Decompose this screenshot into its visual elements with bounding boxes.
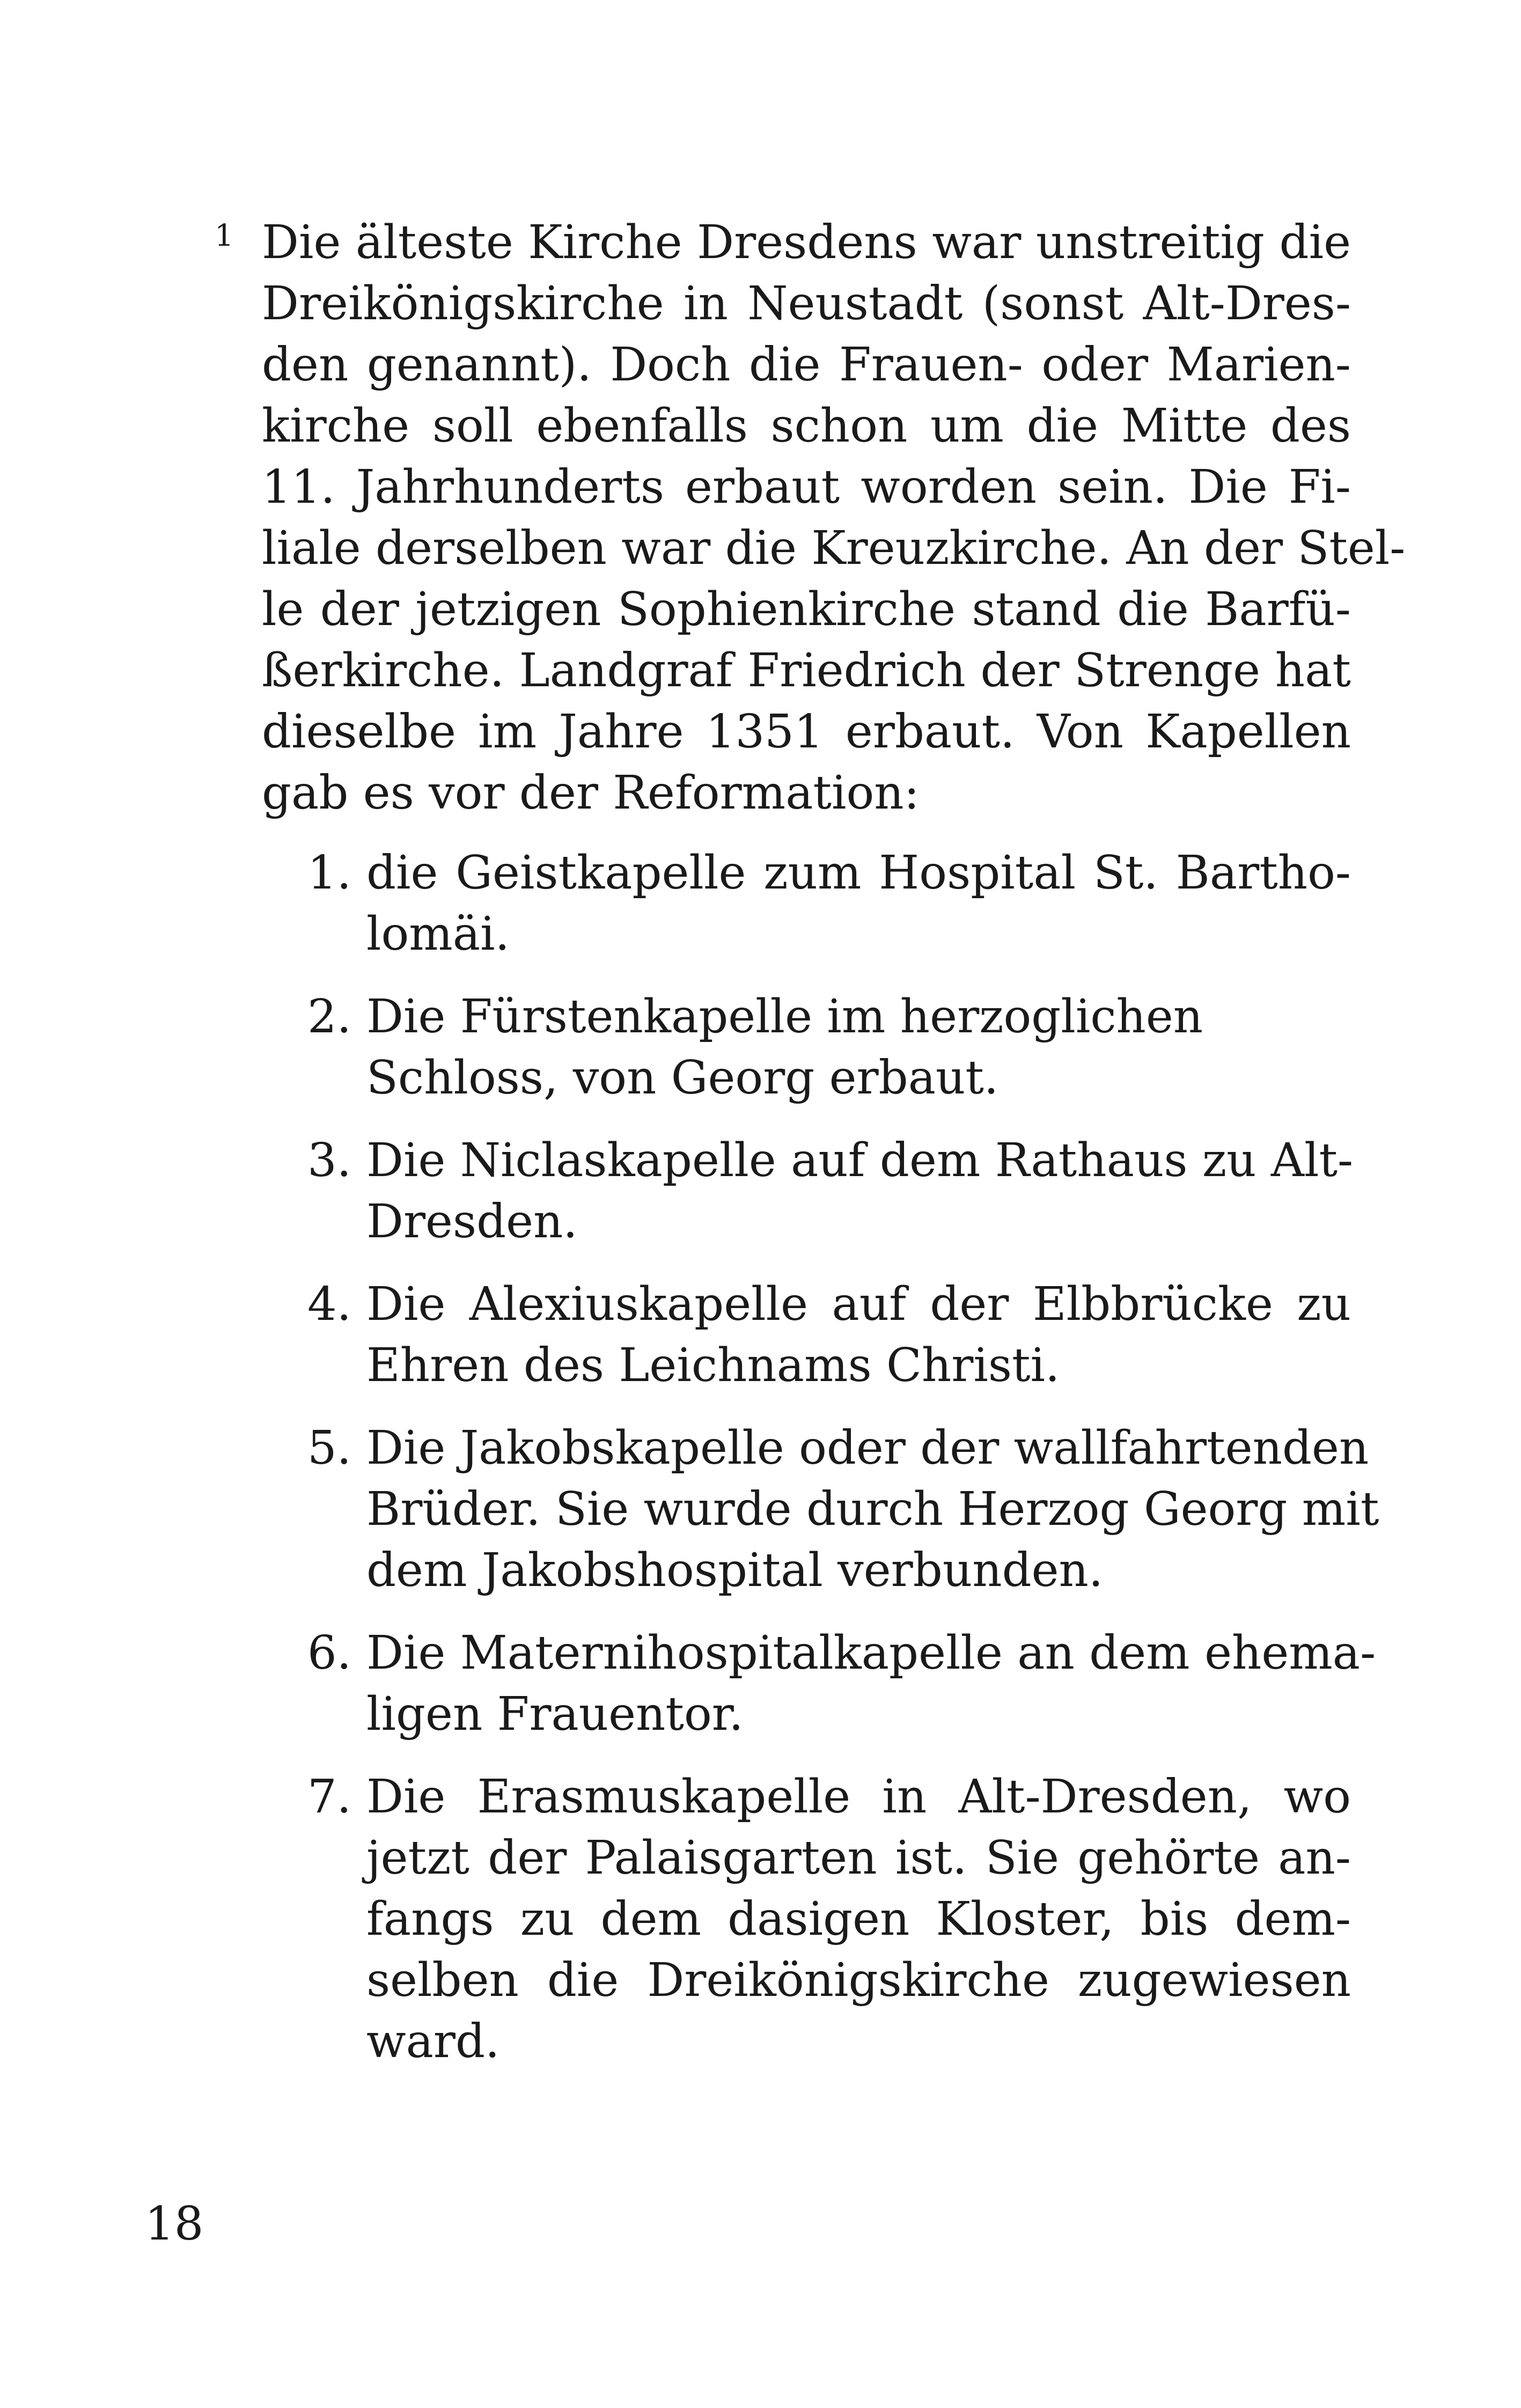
- text-line: Ehren des Leichnams Christi.: [366, 1339, 1060, 1392]
- text-line: Die Jakobskapelle oder der wallfahrtenden: [366, 1421, 1369, 1475]
- text-line: die Geistkapelle zum Hospital St. Bartho-: [366, 846, 1351, 900]
- text-line: liale derselben war die Kreuzkirche. An der Stel-: [262, 522, 1406, 575]
- text-line: fangs zu dem dasigen Kloster, bis dem-: [366, 1892, 1351, 1946]
- text-line: den genannt). Doch die Frauen- oder Marien-: [262, 338, 1351, 392]
- text-line: Brüder. Sie wurde durch Herzog Georg mit: [366, 1482, 1379, 1536]
- list-number: 5.: [307, 1421, 351, 1475]
- list-number: 3.: [307, 1134, 351, 1187]
- text-line: Die Niclaskapelle auf dem Rathaus zu Alt-: [366, 1134, 1354, 1187]
- text-line: Dresden.: [366, 1195, 578, 1249]
- footnote-marker: 1: [215, 218, 234, 253]
- text-line: Die Erasmuskapelle in Alt-Dresden, wo: [366, 1770, 1351, 1824]
- list-number: 2.: [307, 990, 351, 1044]
- text-line: gab es vor der Reformation:: [262, 766, 920, 820]
- text-line: le der jetzigen Sophienkirche stand die Barfü-: [262, 583, 1351, 636]
- page-number: 18: [145, 2197, 204, 2251]
- text-line: selben die Dreikönigskirche zugewiesen: [366, 1954, 1351, 2007]
- text-line: lomäi.: [366, 907, 510, 961]
- text-line: dem Jakobshospital verbunden.: [366, 1544, 1104, 1597]
- text-line: ßerkirche. Landgraf Friedrich der Strenge hat: [262, 644, 1351, 698]
- list-number: 4.: [307, 1278, 351, 1331]
- text-line: Schloss, von Georg erbaut.: [366, 1051, 999, 1105]
- text-line: Die Alexiuskapelle auf der Elbbrücke zu: [366, 1278, 1351, 1331]
- text-line: dieselbe im Jahre 1351 erbaut. Von Kapellen: [262, 705, 1351, 759]
- text-line: Die älteste Kirche Dresdens war unstreitig die: [262, 216, 1351, 269]
- text-line: Dreikönigskirche in Neustadt (sonst Alt-Dres-: [262, 277, 1351, 331]
- text-line: Die Maternihospitalkapelle an dem ehema-: [366, 1626, 1376, 1680]
- list-number: 6.: [307, 1626, 351, 1680]
- text-line: ligen Frauentor.: [366, 1687, 744, 1741]
- text-line: 11. Jahrhunderts erbaut worden sein. Die Fi-: [262, 460, 1351, 514]
- list-number: 1.: [307, 846, 351, 900]
- text-line: Die Fürstenkapelle im herzoglichen: [366, 990, 1203, 1044]
- text-line: kirche soll ebenfalls schon um die Mitte des: [262, 399, 1351, 453]
- text-line: jetzt der Palaisgarten ist. Sie gehörte an-: [366, 1831, 1351, 1885]
- list-number: 7.: [307, 1770, 351, 1824]
- text-line: ward.: [366, 2015, 500, 2068]
